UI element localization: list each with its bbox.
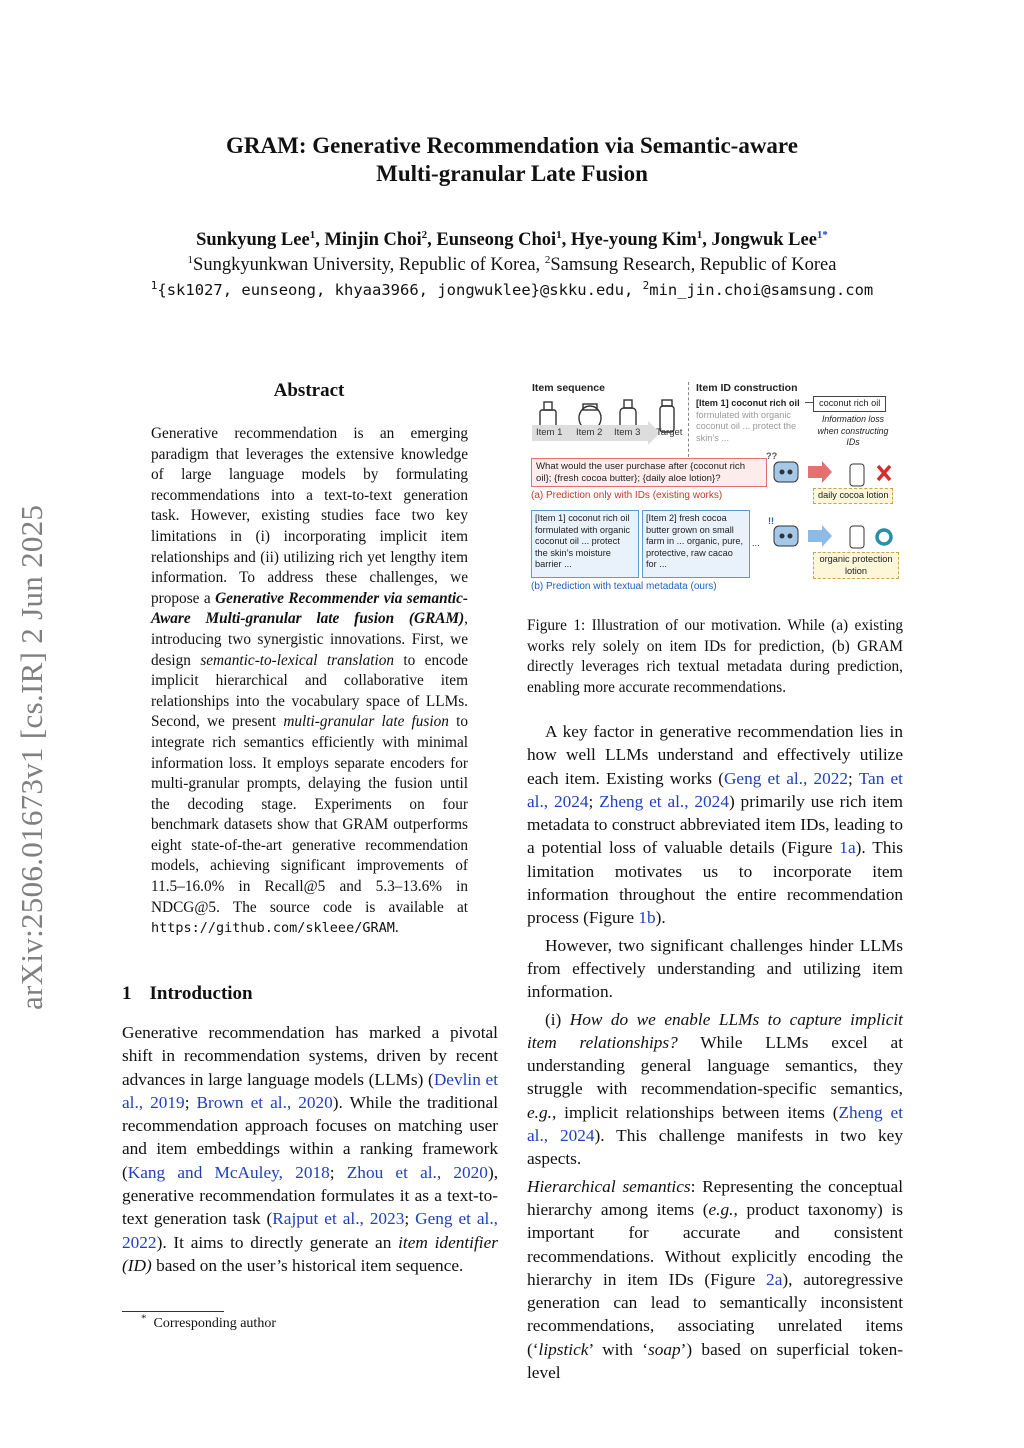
item-label: Item 3 — [614, 427, 641, 438]
citation-link[interactable]: Tan et al., 2024 — [527, 768, 903, 811]
insight-mark: !! — [768, 516, 775, 526]
affiliations: $^1$Sungkyunkwan University, Republic of Korea, $^2$Samsung Research, Republic of Korea — [187, 253, 837, 275]
footnote-rule — [122, 1311, 224, 1312]
citation-link[interactable]: Kang and McAuley, 2018 — [127, 1162, 330, 1182]
author-name: Sunkyung Lee — [196, 230, 310, 250]
figure-1 — [528, 380, 904, 600]
metadata-box-1: [Item 1] coconut rich oil formulated with organic coconut oil ... protect the skin’s moisture barrier ... — [531, 510, 639, 578]
author-emails: $^1${sk1027, eunseong, khyaa3966, jongwuklee}@skku.edu, $^2$min_jin.choi@samsung.com — [150, 278, 874, 299]
citation-link[interactable]: Geng et al., 2022 — [723, 768, 849, 788]
footnote: * Corresponding author — [141, 1312, 276, 1331]
author-name: Minjin Choi — [324, 230, 422, 250]
arxiv-stamp: arXiv:2506.01673v1 [cs.IR] 2 Jun 2025 — [14, 504, 49, 1010]
abstract-body: Generative recommendation is an emerging paradigm that leverages the extensive knowledge of large language models by formulating recommendations into a text-to-text generation task. However, existing studies face two key limitations in (i) incorporating implicit item relationships and (ii) utilizing rich yet lengthy item information. To address these challenges, we propose a Generative Recommender via semantic-Aware Multi-granular late fusion (GRAM), introducing two synergistic innovations. First, we design semantic-to-lexical translation to encode implicit hierarchical and collaborative item relationships into the vocabulary space of LLMs. Second, we present multi-granular late fusion to integrate rich semantics efficiently with minimal information loss. It employs separate encoders for multi-granular prompts, delaying the fusion until the decoding stage. Experiments on four benchmark datasets show that GRAM outperforms eight state-of-the-art generative recommendation models, achieving significant improvements of 11.5–16.0% in Recall@5 and 5.3–13.6% in NDCG@5. The source code is available at https://github.com/skleee/GRAM. — [151, 425, 469, 937]
paper-title — [0, 132, 1024, 188]
ellipsis: ... — [752, 538, 760, 548]
title-line-1: GRAM: Generative Recommendation via Semantic-aware — [226, 133, 798, 158]
title-line-2: Multi-granular Late Fusion — [376, 161, 648, 186]
figure-ref[interactable]: 1a — [839, 838, 856, 858]
figure-ref[interactable]: 1b — [638, 908, 656, 928]
intro-paragraph: Generative recommendation has marked a pivotal shift in recommendation systems, driven by recent advances in large language models (LLMs) (Devlin et al., 2019; Brown et al., 2020). While the traditional recommendation approach focuses on matching user and item embeddings within a ranking framework (Kang and McAuley, 2018; Zhou et al., 2020), generative recommendation formulates it as a text-to-text generation task (Rajput et al., 2023; Geng et al., 2022). It aims to directly generate an item identifier (ID) based on the user’s historical item sequence. — [122, 1023, 499, 1275]
item-label: Item 1 — [536, 427, 563, 438]
citation-link[interactable]: Zheng et al., 2024 — [527, 1102, 903, 1146]
citation-link[interactable]: Devlin et al., 2019 — [122, 1069, 498, 1112]
prediction-b-label: (b) Prediction with textual metadata (ours) — [531, 581, 717, 592]
author-name: Jongwuk Lee — [711, 230, 817, 250]
id-construction-label: Item ID construction — [696, 382, 798, 394]
prediction-a-label: (a) Prediction only with IDs (existing works) — [531, 490, 723, 501]
author-name: Hye-young Kim — [570, 230, 697, 250]
id-tag: coconut rich oil — [813, 396, 886, 412]
info-loss-note: Information loss when constructing IDs — [817, 414, 889, 448]
section-heading: 1 Introduction — [122, 983, 253, 1004]
divider — [688, 382, 689, 462]
item-label: Target — [656, 427, 683, 438]
citation-link[interactable]: Zhou et al., 2020 — [346, 1162, 488, 1182]
author-name: Eunseong Choi — [436, 230, 557, 250]
confused-mark: ?? — [766, 451, 778, 461]
prediction-a-result: daily cocoa lotion — [813, 488, 893, 504]
item1-text: [Item 1] coconut rich oil formulated with organic coconut oil ... protect the skin’s ... — [696, 398, 800, 443]
citation-link[interactable]: Geng et al., 2022 — [122, 1209, 498, 1252]
right-column-text: A key factor in generative recommendation lies in how well LLMs understand and effectively utilize each item. Existing works (Geng et al., 2022; Tan et al., 2024; Zheng et al., 2024) primarily use rich item metadata to construct abbreviated item IDs, leading to a potential loss of valuable details (Figure 1a). This limitation motivates us to incorporate item information throughout the entire recommendation process (Figure 1b). However, two significant challenges hinder LLMs from effectively understanding and utilizing item information. (i) How do we enable LLMs to capture implicit item relationships? While LLMs excel at understanding general language semantics, they struggle with recommendation-specific semantics, e.g., implicit relationships between items (Zheng et al., 2024). This challenge manifests in two key aspects. Hierarchical semantics: Representing the conceptual hierarchy among items (e.g., product taxonomy) is important for accurate and consistent recommendations. Without explicitly encoding the hierarchy in item IDs (Figure 2a), autoregressive generation can lead to semantically inconsistent recommendations, associating unrelated items (‘lipstick’ with ‘soap’) based on superficial token-level — [527, 722, 904, 1383]
figure-ref[interactable]: 2a — [766, 1269, 783, 1289]
abstract-heading: Abstract — [273, 380, 345, 401]
prompt-question: What would the user purchase after {coconut rich oil}; {fresh cocoa butter}; {daily aloe lotion}? — [531, 458, 767, 487]
author-list: Sunkyung Lee$^1$, Minjin Choi$^2$, Eunseong Choi$^1$, Hye-young Kim$^1$, Jongwuk Lee$^{1*}$ — [196, 228, 828, 250]
citation-link[interactable]: Brown et al., 2020 — [196, 1092, 333, 1112]
item-sequence-label: Item sequence — [532, 382, 605, 394]
source-code-link[interactable]: https://github.com/skleee/GRAM — [151, 920, 395, 937]
prediction-b-result: organic protection lotion — [813, 552, 899, 579]
item-label: Item 2 — [576, 427, 603, 438]
citation-link[interactable]: Rajput et al., 2023 — [272, 1209, 405, 1229]
metadata-box-2: [Item 2] fresh cocoa butter grown on small farm in ... organic, pure, protective, raw cacao for ... — [642, 510, 750, 578]
figure-caption: Figure 1: Illustration of our motivation. While (a) existing works rely solely on item IDs for prediction, (b) GRAM directly leverages rich textual metadata during prediction, enabling more accurate recommendations. — [527, 617, 903, 696]
citation-link[interactable]: Zheng et al., 2024 — [599, 791, 729, 811]
